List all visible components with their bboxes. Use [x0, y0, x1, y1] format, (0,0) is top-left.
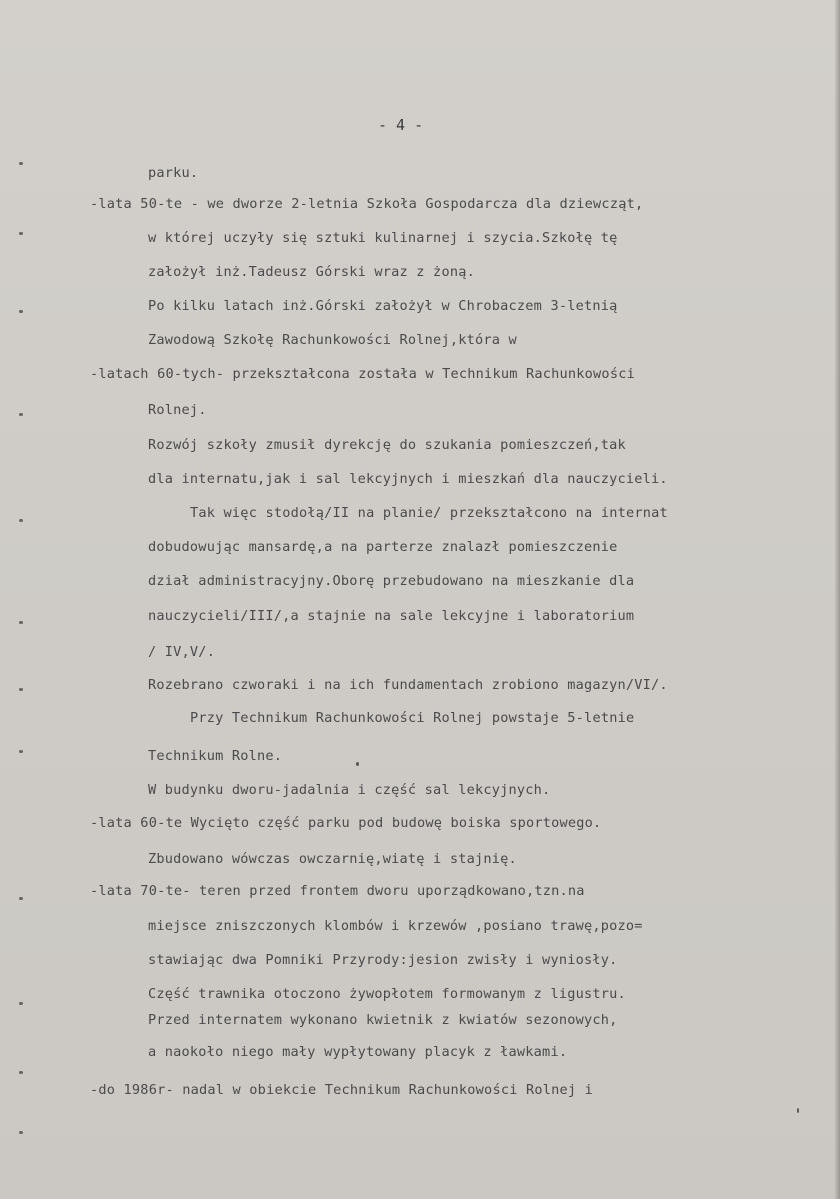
text-line: dział administracyjny.Oborę przebudowano na mieszkanie dla [148, 573, 635, 589]
text-line: Przy Technikum Rachunkowości Rolnej powstaje 5-letnie [190, 710, 635, 726]
punch-mark [19, 1071, 23, 1074]
ink-speck [797, 1108, 799, 1113]
text-line: dla internatu,jak i sal lekcyjnych i mieszkań dla nauczycieli. [148, 471, 668, 487]
punch-mark [19, 688, 23, 691]
text-line: Rozwój szkoły zmusił dyrekcję do szukania pomieszczeń,tak [148, 437, 626, 453]
punch-mark [19, 1131, 23, 1134]
text-line: -lata 50-te - we dworze 2-letnia Szkoła Gospodarcza dla dziewcząt, [90, 196, 644, 212]
punch-mark [19, 750, 23, 753]
text-line: Przed internatem wykonano kwietnik z kwiatów sezonowych, [148, 1012, 618, 1028]
text-line: nauczycieli/III/,a stajnie na sale lekcyjne i laboratorium [148, 608, 635, 624]
text-line: W budynku dworu-jadalnia i część sal lekcyjnych. [148, 782, 551, 798]
text-line: Tak więc stodołą/II na planie/ przekształcono na internat [190, 505, 668, 521]
text-line: -lata 60-te Wycięto część parku pod budowę boiska sportowego. [90, 815, 602, 831]
punch-mark [19, 519, 23, 522]
text-line: Zawodową Szkołę Rachunkowości Rolnej,która w [148, 332, 517, 348]
text-line: Zbudowano wówczas owczarnię,wiatę i stajnię. [148, 851, 517, 867]
text-line: w której uczyły się sztuki kulinarnej i szycia.Szkołę tę [148, 230, 618, 246]
punch-mark [19, 1002, 23, 1005]
text-line: Rolnej. [148, 402, 207, 418]
ink-speck [356, 762, 359, 766]
punch-mark [19, 413, 23, 416]
text-line: stawiając dwa Pomniki Przyrody:jesion zwisły i wyniosły. [148, 952, 618, 968]
text-line: -latach 60-tych- przekształcona została w Technikum Rachunkowości [90, 366, 635, 382]
text-line: parku. [148, 165, 199, 181]
page-number: - 4 - [378, 116, 424, 134]
text-line: dobudowując mansardę,a na parterze znalazł pomieszczenie [148, 539, 618, 555]
punch-mark [19, 162, 23, 165]
text-line: / IV,V/. [148, 644, 216, 660]
punch-mark [19, 621, 23, 624]
text-line: -lata 70-te- teren przed frontem dworu uporządkowano,tzn.na [90, 883, 585, 899]
text-line: Część trawnika otoczono żywopłotem formowanym z ligustru. [148, 986, 626, 1002]
punch-mark [19, 310, 23, 313]
punch-mark [19, 897, 23, 900]
text-line: Po kilku latach inż.Górski założył w Chrobaczem 3-letnią [148, 298, 618, 314]
text-line: miejsce zniszczonych klombów i krzewów ,posiano trawę,pozo= [148, 918, 643, 934]
text-line: -do 1986r- nadal w obiekcie Technikum Rachunkowości Rolnej i [90, 1082, 594, 1098]
punch-mark [19, 232, 23, 235]
text-line: Technikum Rolne. [148, 748, 283, 764]
text-line: Rozebrano czworaki i na ich fundamentach zrobiono magazyn/VI/. [148, 677, 668, 693]
text-line: założył inż.Tadeusz Górski wraz z żoną. [148, 264, 475, 280]
text-line: a naokoło niego mały wypłytowany placyk z ławkami. [148, 1044, 568, 1060]
